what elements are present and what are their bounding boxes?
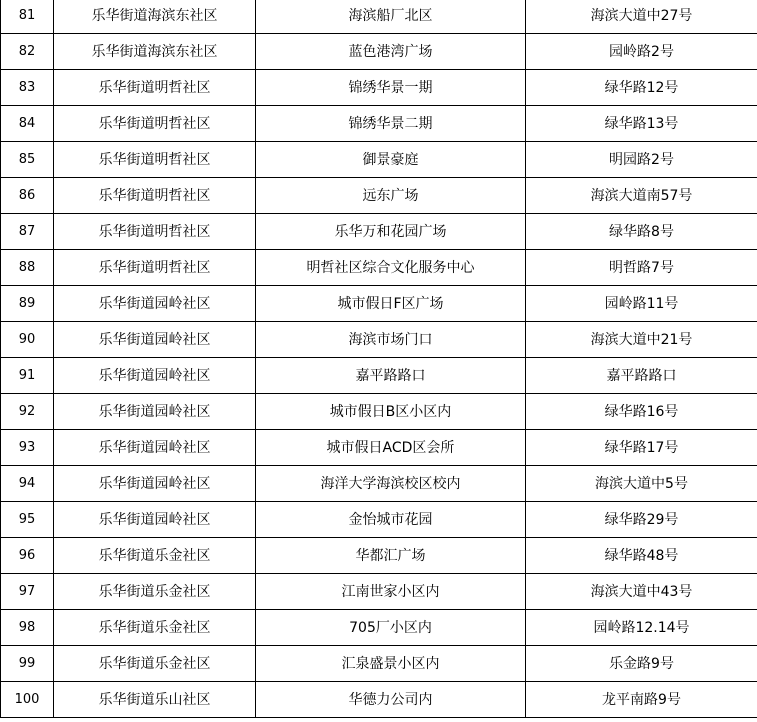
- row-number-cell: 96: [1, 538, 54, 574]
- table-row: [1, 430, 757, 466]
- location-cell: 海洋大学海滨校区校内: [256, 466, 526, 502]
- address-cell: 明园路2号: [526, 142, 757, 178]
- community-cell: 乐华街道园岭社区: [54, 394, 256, 430]
- row-number-cell: 85: [1, 142, 54, 178]
- location-cell: 锦绣华景二期: [256, 106, 526, 142]
- location-cell: 明哲社区综合文化服务中心: [256, 250, 526, 286]
- community-cell: 乐华街道园岭社区: [54, 322, 256, 358]
- table-row: [1, 70, 757, 106]
- location-cell: 金怡城市花园: [256, 502, 526, 538]
- location-cell: 御景豪庭: [256, 142, 526, 178]
- row-number-cell: 90: [1, 322, 54, 358]
- address-cell: 绿华路48号: [526, 538, 757, 574]
- location-cell: 城市假日F区广场: [256, 286, 526, 322]
- table-row: [1, 106, 757, 142]
- row-number-cell: 99: [1, 646, 54, 682]
- table-row: [1, 34, 757, 70]
- table-row: [1, 682, 757, 718]
- row-number-cell: 93: [1, 430, 54, 466]
- location-cell: 海滨市场门口: [256, 322, 526, 358]
- location-cell: 城市假日ACD区会所: [256, 430, 526, 466]
- row-number-cell: 98: [1, 610, 54, 646]
- table-body: [1, 0, 757, 718]
- community-cell: 乐华街道园岭社区: [54, 358, 256, 394]
- community-cell: 乐华街道明哲社区: [54, 142, 256, 178]
- location-cell: 远东广场: [256, 178, 526, 214]
- community-cell: 乐华街道园岭社区: [54, 286, 256, 322]
- community-cell: 乐华街道明哲社区: [54, 106, 256, 142]
- address-cell: 绿华路8号: [526, 214, 757, 250]
- row-number-cell: 81: [1, 0, 54, 34]
- location-cell: 海滨船厂北区: [256, 0, 526, 34]
- table-row: [1, 394, 757, 430]
- location-cell: 华德力公司内: [256, 682, 526, 718]
- location-cell: 华都汇广场: [256, 538, 526, 574]
- row-number-cell: 88: [1, 250, 54, 286]
- row-number-cell: 87: [1, 214, 54, 250]
- address-cell: 海滨大道中5号: [526, 466, 757, 502]
- community-cell: 乐华街道明哲社区: [54, 250, 256, 286]
- community-cell: 乐华街道乐金社区: [54, 574, 256, 610]
- row-number-cell: 97: [1, 574, 54, 610]
- row-number-cell: 89: [1, 286, 54, 322]
- address-cell: 海滨大道南57号: [526, 178, 757, 214]
- table-row: [1, 358, 757, 394]
- table-row: [1, 574, 757, 610]
- address-cell: 绿华路17号: [526, 430, 757, 466]
- location-cell: 705厂小区内: [256, 610, 526, 646]
- community-cell: 乐华街道明哲社区: [54, 70, 256, 106]
- table-row: [1, 286, 757, 322]
- table-row: [1, 610, 757, 646]
- address-cell: 海滨大道中43号: [526, 574, 757, 610]
- table-row: [1, 466, 757, 502]
- address-cell: 园岭路11号: [526, 286, 757, 322]
- address-cell: 嘉平路路口: [526, 358, 757, 394]
- row-number-cell: 100: [1, 682, 54, 718]
- table-row: [1, 502, 757, 538]
- location-cell: 汇泉盛景小区内: [256, 646, 526, 682]
- row-number-cell: 94: [1, 466, 54, 502]
- location-cell: 锦绣华景一期: [256, 70, 526, 106]
- community-cell: 乐华街道乐金社区: [54, 646, 256, 682]
- community-cell: 乐华街道乐金社区: [54, 538, 256, 574]
- row-number-cell: 84: [1, 106, 54, 142]
- community-cell: 乐华街道海滨东社区: [54, 34, 256, 70]
- table-row: [1, 646, 757, 682]
- address-cell: 绿华路13号: [526, 106, 757, 142]
- community-cell: 乐华街道明哲社区: [54, 178, 256, 214]
- address-cell: 乐金路9号: [526, 646, 757, 682]
- row-number-cell: 83: [1, 70, 54, 106]
- community-cell: 乐华街道园岭社区: [54, 466, 256, 502]
- table-row: [1, 538, 757, 574]
- community-cell: 乐华街道海滨东社区: [54, 0, 256, 34]
- location-cell: 嘉平路路口: [256, 358, 526, 394]
- community-cell: 乐华街道乐金社区: [54, 610, 256, 646]
- table-row: [1, 0, 757, 34]
- address-cell: 明哲路7号: [526, 250, 757, 286]
- table-row: [1, 142, 757, 178]
- address-cell: 园岭路12.14号: [526, 610, 757, 646]
- address-cell: 海滨大道中21号: [526, 322, 757, 358]
- table-row: [1, 178, 757, 214]
- address-cell: 绿华路16号: [526, 394, 757, 430]
- row-number-cell: 86: [1, 178, 54, 214]
- community-cell: 乐华街道明哲社区: [54, 214, 256, 250]
- community-cell: 乐华街道园岭社区: [54, 430, 256, 466]
- row-number-cell: 92: [1, 394, 54, 430]
- community-cell: 乐华街道园岭社区: [54, 502, 256, 538]
- row-number-cell: 82: [1, 34, 54, 70]
- table-row: [1, 214, 757, 250]
- location-cell: 江南世家小区内: [256, 574, 526, 610]
- location-cell: 城市假日B区小区内: [256, 394, 526, 430]
- row-number-cell: 95: [1, 502, 54, 538]
- address-cell: 绿华路12号: [526, 70, 757, 106]
- address-cell: 海滨大道中27号: [526, 0, 757, 34]
- table-row: [1, 250, 757, 286]
- row-number-cell: 91: [1, 358, 54, 394]
- table-row: [1, 322, 757, 358]
- address-cell: 绿华路29号: [526, 502, 757, 538]
- location-cell: 乐华万和花园广场: [256, 214, 526, 250]
- location-cell: 蓝色港湾广场: [256, 34, 526, 70]
- address-cell: 园岭路2号: [526, 34, 757, 70]
- community-cell: 乐华街道乐山社区: [54, 682, 256, 718]
- address-cell: 龙平南路9号: [526, 682, 757, 718]
